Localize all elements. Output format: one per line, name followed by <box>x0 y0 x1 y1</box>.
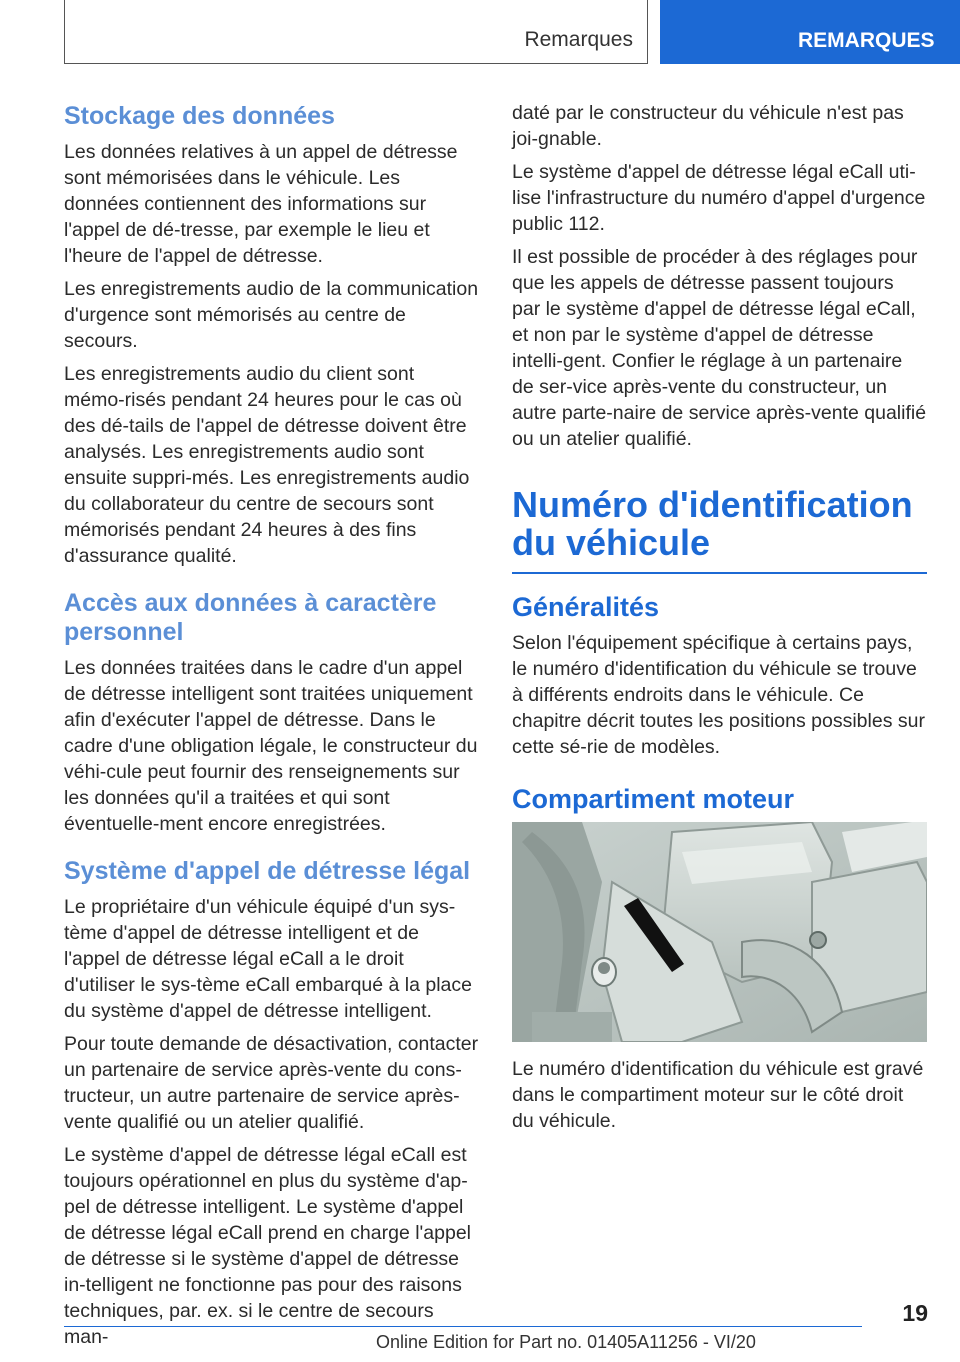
left-column <box>64 100 479 1357</box>
footer-edition: Online Edition for Part no. 01405A11256 - VI/20 <box>376 1332 756 1352</box>
engine-compartment-photo <box>512 822 927 1042</box>
heading-storage: Stockage des données <box>64 102 335 130</box>
paragraph: Le numéro d'identification du véhicule est gravé dans le compartiment moteur sur le côté droit du véhicule. <box>512 1058 924 1132</box>
heading-general: Généralités <box>512 592 660 622</box>
chapter-title-vin: Numéro d'identification du véhicule <box>512 484 913 563</box>
paragraph: Les données relatives à un appel de détresse sont mémorisées dans le véhicule. Les données contiennent des informations sur l'appel de dé-tresse, par exemple le lieu et l'heure de l'appel de détresse. <box>64 141 458 267</box>
paragraph: Le système d'appel de détresse légal eCall est toujours opérationnel en plus du système d'ap-pel de détresse intelligent. Le système d'appel de détresse légal eCall prend en charge l'appel de détresse si le système d'appel de détresse in-telligent ne fonctionne pas pour des raisons techniques, par. ex. si le centre de secours man- <box>64 1144 471 1348</box>
paragraph: Pour toute demande de désactivation, contacter un partenaire de service après-vente du cons-tructeur, un autre partenaire de service après-vente qualifié ou un atelier qualifié. <box>64 1033 479 1133</box>
right-column <box>512 100 927 1141</box>
paragraph: Les données traitées dans le cadre d'un appel de détresse intelligent sont traitées uniquement afin d'exécuter l'appel de détresse. Dans le cadre d'une obligation légale, le constructeur du véhi-cule peut fournir des renseignements sur les données qu'il a traitées et qui sont éventuelle-ment encore enregistrées. <box>64 657 478 835</box>
chapter-title-rule <box>512 572 927 574</box>
heading-legal-system: Système d'appel de détresse légal <box>64 857 471 885</box>
paragraph: daté par le constructeur du véhicule n'est pas joi-gnable. <box>512 102 904 150</box>
paragraph: Le système d'appel de détresse légal eCall uti-lise l'infrastructure du numéro d'appel d'urgence public 112. <box>512 161 926 235</box>
paragraph: Le propriétaire d'un véhicule équipé d'un sys-tème d'appel de détresse intelligent et de l'appel de détresse légal eCall a le droit d'utiliser le sys-tème eCall embarqué à la place du système d'appel de détresse intelligent. <box>64 896 472 1022</box>
paragraph: Les enregistrements audio du client sont mémo-risés pendant 24 heures pour le cas où des dé-tails de l'appel de détresse doivent être analysés. Les enregistrements audio sont ensuite suppri-més. Les enregistrements audio du collaborateur du centre de secours sont mémorisés pendant 24 heures à des fins d'assurance qualité. <box>64 363 470 567</box>
header-section-title: Remarques <box>524 28 633 51</box>
paragraph: Il est possible de procéder à des réglages pour que les appels de détresse passent toujours par le système d'appel de détresse légal eCall, et non par le système d'appel de détresse intelli-gent. Confier le réglage à un partenaire de ser-vice après-vente du constructeur, un autre parte-naire de service après-vente qualifié ou un atelier qualifié. <box>512 246 927 450</box>
header-chapter-tab[interactable]: REMARQUES <box>660 0 960 64</box>
footer-rule <box>64 1326 862 1327</box>
paragraph: Selon l'équipement spécifique à certains pays, le numéro d'identification du véhicule se trouve à différents endroits dans le véhicule. Ce chapitre décrit toutes les positions possibles sur cette sé-rie de modèles. <box>512 632 925 758</box>
header-box <box>64 0 648 64</box>
paragraph: Les enregistrements audio de la communication d'urgence sont mémorisés au centre de secours. <box>64 278 479 352</box>
page-number: 19 <box>902 1300 928 1326</box>
heading-engine-compartment: Compartiment moteur <box>512 784 795 814</box>
heading-access: Accès aux données à caractère personnel <box>64 589 437 646</box>
